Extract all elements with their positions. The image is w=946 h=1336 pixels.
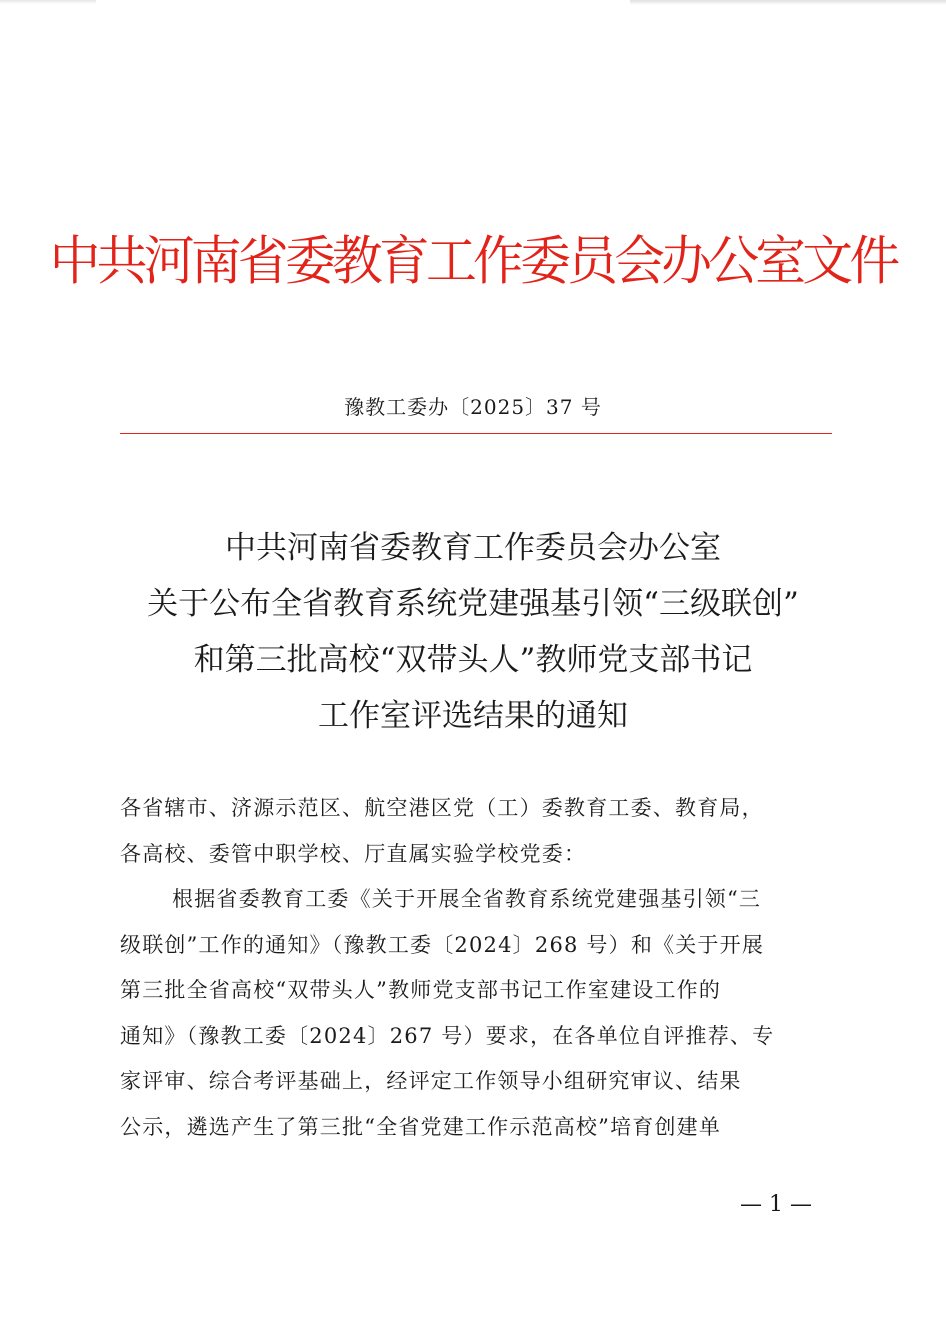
document-number: 豫教工委办〔2025〕37 号 <box>344 395 602 419</box>
red-divider-line <box>120 433 832 434</box>
recipients-line: 各高校、委管中职学校、厅直属实验学校党委： <box>120 841 587 866</box>
notice-title-line: 工作室评选结果的通知 <box>318 698 628 734</box>
notice-title-line: 中共河南省委教育工作委员会办公室 <box>225 530 721 566</box>
body-paragraph-line: 第三批全省高校“双带头人”教师党支部书记工作室建设工作的 <box>120 978 722 1002</box>
notice-title <box>0 520 946 744</box>
notice-title-line: 和第三批高校“双带头人”教师党支部书记 <box>193 642 753 678</box>
body-paragraph-line: 根据省委教育工委《关于开展全省教育系统党建强基引领“三 <box>172 887 762 911</box>
body-paragraph-line: 家评审、综合考评基础上，经评定工作领导小组研究审议、结果 <box>120 1069 742 1093</box>
recipients-line: 各省辖市、济源示范区、航空港区党（工）委教育工委、教育局， <box>120 796 764 820</box>
body-paragraph-line: 通知》（豫教工委〔2024〕267 号）要求，在各单位自评推荐、专 <box>120 1023 775 1048</box>
notice-title-line: 关于公布全省教育系统党建强基引领“三级联创” <box>147 586 799 622</box>
notice-body <box>120 786 832 1150</box>
page-number: — 1 — <box>740 1192 812 1217</box>
body-paragraph-line: 级联创”工作的通知》（豫教工委〔2024〕268 号）和《关于开展 <box>120 932 765 957</box>
issuing-org-header: 中共河南省委教育工作委员会办公室文件 <box>49 231 897 292</box>
body-paragraph-line: 公示，遴选产生了第三批“全省党建工作示范高校”培育创建单 <box>120 1114 722 1139</box>
